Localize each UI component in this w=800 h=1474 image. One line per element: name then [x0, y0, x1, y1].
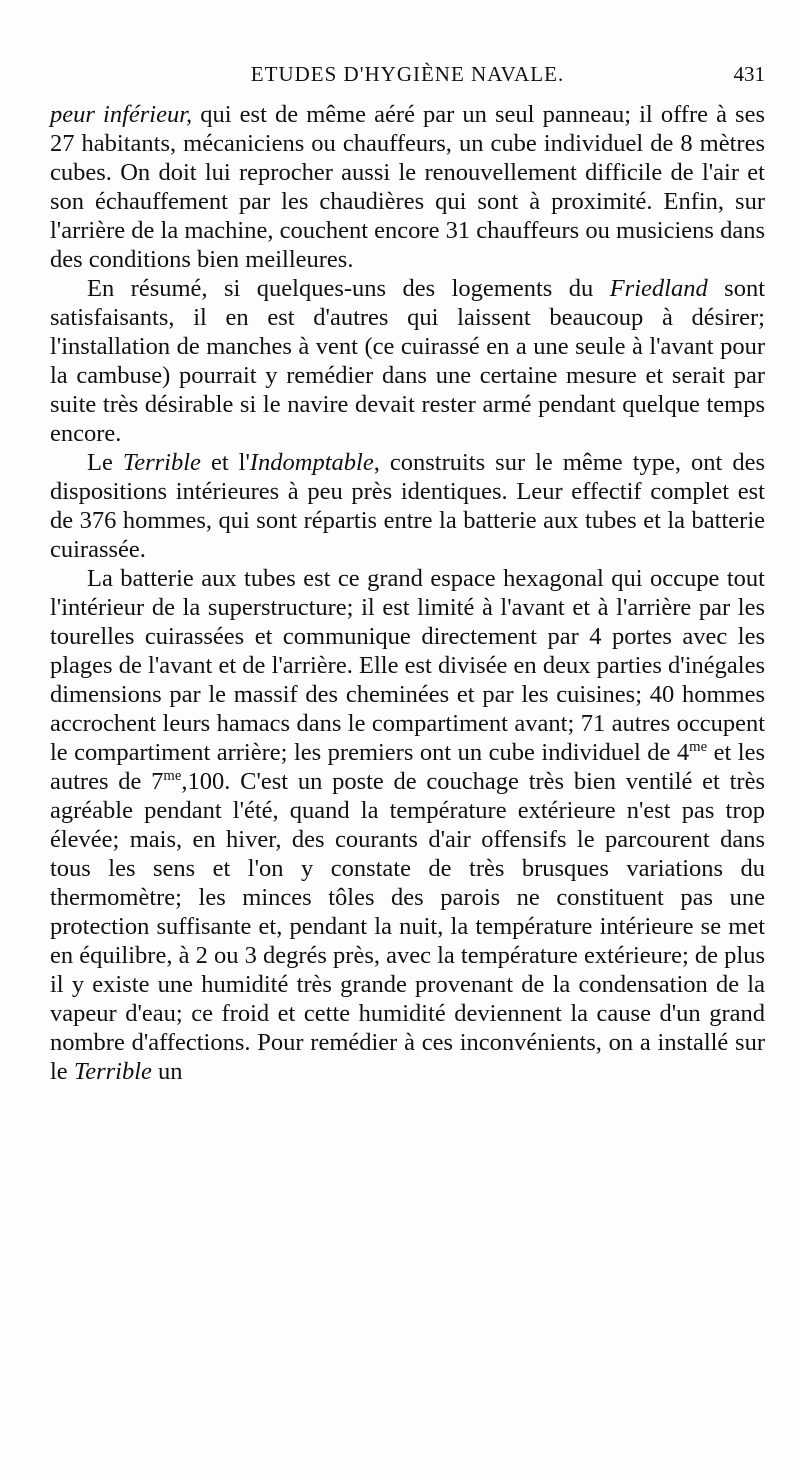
text-run: Le [87, 449, 123, 476]
italic-text: peur inférieur, [50, 101, 193, 128]
text-run: et l' [200, 449, 250, 476]
italic-text: Terrible [73, 1058, 152, 1085]
paragraph [50, 274, 765, 448]
text-run: sont satisfaisants, il en est d'autres qui laissent beaucoup à désirer; l'installation de manches à vent (ce cuirassé en a une seule à l'avant pour la cambuse) pourrait y remédier dans une certaine mesure et serait par suite très désirable si le navire devait rester armé pendant quelque temps encore. [50, 275, 766, 447]
text-run: , construits sur le même type, ont des dispositions intérieures à peu près identiques. Leur effectif complet est de 376 hommes, qui sont répartis entre la batterie aux tubes et la batterie cuirassée. [50, 449, 766, 563]
page-header [50, 62, 765, 92]
superscript: me [689, 738, 708, 755]
paragraph [50, 100, 765, 274]
text-run: qui est de même aéré par un seul panneau; il offre à ses 27 habitants, mécaniciens ou chauffeurs, un cube individuel de 8 mètres cubes. On doit lui reprocher aussi le renouvellement difficile de l'air et son échauffement par les chaudières qui sont à proximité. Enfin, sur l'arrière de la machine, couchent encore 31 chauffeurs ou musiciens dans des conditions bien meilleures. [50, 101, 765, 273]
italic-text: Terrible [122, 449, 201, 476]
italic-text: Friedland [609, 275, 708, 302]
text-run: La batterie aux tubes est ce grand espace hexagonal qui occupe tout l'intérieur de la superstructure; il est limité à l'avant et à l'arrière par les tourelles cuirassées et communique directement par 4 portes avec les plages de l'avant et de l'arrière. Elle est divisée en deux parties d'inégales dimensions par le massif des cheminées et par les cuisines; 40 hommes accrochent leurs hamacs dans le compartiment avant; 71 autres occupent le compartiment arrière; les premiers ont un cube individuel de 4 [50, 565, 765, 766]
text-run: En résumé, si quelques-uns des logements du [87, 275, 610, 302]
text-run: ,100. C'est un poste de couchage très bien ventilé et très agréable pendant l'été, quand la température extérieure n'est pas trop élevée; mais, en hiver, des courants d'air offensifs le parcourent dans tous les sens et l'on y constate de très brusques variations du thermomètre; les minces tôles des parois ne constituent pas une protection suffisante et, pendant la nuit, la température intérieure se met en équilibre, à 2 ou 3 degrés près, avec la température extérieure; de plus il y existe une humidité très grande provenant de la condensation de la vapeur d'eau; ce froid et cette humidité deviennent la cause d'un grand nombre d'affections. Pour remédier à ces inconvénients, on a installé sur le [50, 768, 765, 1085]
running-title: ETUDES D'HYGIÈNE NAVALE. [250, 62, 565, 86]
paragraph [50, 448, 765, 564]
italic-text: Indomptable [249, 449, 374, 476]
superscript: me [163, 767, 182, 784]
text-run: un [151, 1058, 183, 1085]
page-number: 431 [733, 62, 765, 86]
text-run: et les autres de 7 [50, 739, 766, 795]
body-text [50, 100, 765, 1086]
paragraph [50, 564, 765, 1086]
